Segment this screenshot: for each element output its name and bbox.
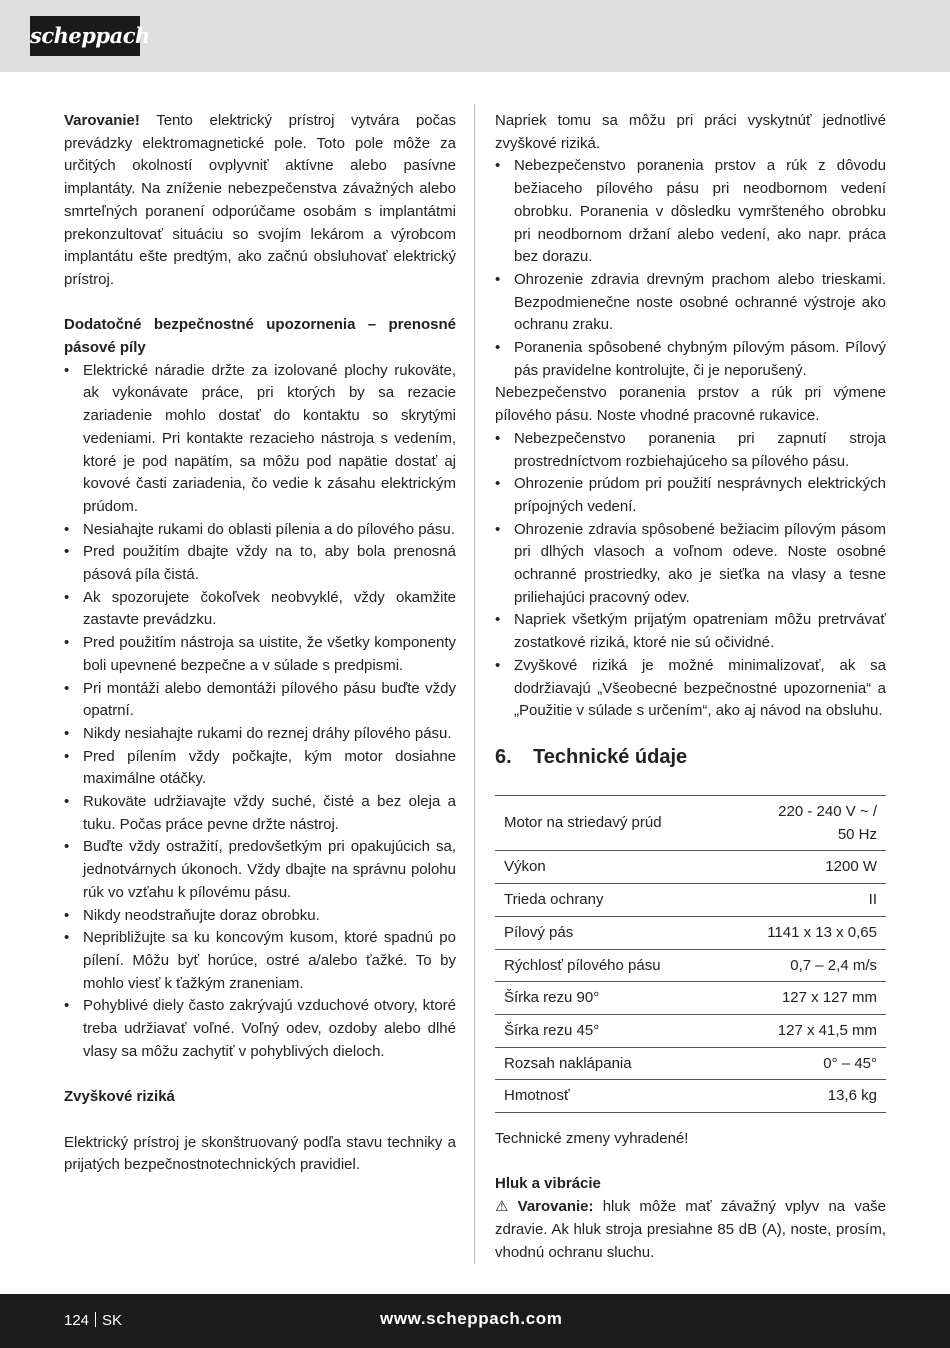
spec-label: Pílový pás <box>495 916 721 949</box>
warning-triangle-icon: ⚠ <box>495 1198 509 1216</box>
section-number: 6. <box>495 745 512 768</box>
header-bar <box>0 0 950 72</box>
spec-label: Rozsah naklápania <box>495 1047 721 1080</box>
left-column <box>64 110 456 1177</box>
table-row <box>495 795 886 850</box>
spec-value: 1141 x 13 x 0,65 <box>721 916 886 949</box>
right-column <box>495 110 886 1264</box>
table-row <box>495 982 886 1015</box>
spec-value: 127 x 41,5 mm <box>721 1014 886 1047</box>
list-item: • Nebezpečenstvo poranenia pri zapnutí stroja prostredníctvom rozbiehajúceho sa pílového pásu. <box>495 429 886 470</box>
list-item: • Ak spozorujete čokoľvek neobvyklé, vždy okamžite zastavte prevádzku. <box>64 588 456 629</box>
spec-value: 0,7 – 2,4 m/s <box>721 949 886 982</box>
table-row <box>495 884 886 917</box>
column-divider <box>474 104 475 1264</box>
table-row <box>495 949 886 982</box>
safety-bullet-list <box>64 360 456 1064</box>
table-row <box>495 851 886 884</box>
warning-text: Tento elektrický prístroj vytvára počas prevádzky elektromagnetické pole. Toto pole môže za určitých okolností ovplyvniť aktívne alebo pasívne implantáty. Na zníženie nebezpečenstva závažných alebo smrteľných poranení odporúčame osobám s implantátmi prekonzultovať situáciu so svojím lekárom a výrobcom implantátu ešte predtým, ako začnú obsluhovať elektrický prístroj. <box>64 112 456 288</box>
spec-value: 13,6 kg <box>721 1080 886 1113</box>
safety-heading: Dodatočné bezpečnostné upozornenia – prenosné pásové píly <box>64 316 456 357</box>
tech-specs-table <box>495 795 886 1113</box>
brand-logo: scheppach <box>30 16 140 56</box>
list-item: • Poranenia spôsobené chybným pílovým pásom. Pílový pás pravidelne kontrolujte, či je neporušený. <box>495 339 886 379</box>
blade-change-paragraph: Nebezpečenstvo poranenia prstov a rúk pri výmene pílového pásu. Noste vhodné pracovné rukavice. <box>495 384 886 425</box>
list-item: • Rukoväte udržiavajte vždy suché, čisté a bez oleja a tuku. Počas práce pevne držte nástroj. <box>64 793 456 833</box>
residual-risks-continuation: Napriek tomu sa môžu pri práci vyskytnúť jednotlivé zvyškové riziká. <box>495 112 886 152</box>
table-row <box>495 1014 886 1047</box>
spec-label: Motor na striedavý prúd <box>495 795 721 850</box>
section-title: Technické údaje <box>533 745 688 768</box>
spec-value: 220 - 240 V ~ / 50 Hz <box>721 795 886 850</box>
emf-warning-paragraph <box>64 110 456 292</box>
list-item: • Ohrozenie zdravia spôsobené bežiacim pílovým pásom pri dlhých vlasoch a voľnom odeve. Noste osobné ochranné prostriedky, ako je sieťka na vlasy a tesne priliehajúci pracovný odev. <box>495 520 886 606</box>
list-item: • Pred použitím nástroja sa uistite, že všetky komponenty boli upevnené bezpečne a v súlade s predpismi. <box>64 634 456 674</box>
section-heading <box>495 743 886 771</box>
list-item: • Nepribližujte sa ku koncovým kusom, ktoré spadnú po pílení. Môžu byť horúce, ostré a/alebo ťažké. To by mohlo viesť k ťažkým zraneniam. <box>64 929 456 992</box>
warning-label: Varovanie! <box>64 112 140 129</box>
noise-warning-label: Varovanie: <box>517 1198 594 1216</box>
list-item: • Ohrozenie zdravia drevným prachom alebo trieskami. Bezpodmienečne noste osobné ochranné výstroje ako ochranu zraku. <box>495 270 886 334</box>
spec-label: Výkon <box>495 851 721 884</box>
page-indicator <box>64 1311 122 1331</box>
spec-label: Šírka rezu 45° <box>495 1014 721 1047</box>
website-link[interactable]: www.scheppach.com <box>380 1309 563 1328</box>
list-item: • Buďte vždy ostražití, predovšetkým pri opakujúcich sa, jednotvárnych úkonoch. Vždy dbajte na správnu polohu rúk vo vzťahu k pílovému pásu. <box>64 838 456 901</box>
list-item: • Nikdy neodstraňujte doraz obrobku. <box>64 906 320 924</box>
noise-heading: Hluk a vibrácie <box>495 1175 601 1193</box>
footer-bar <box>0 1294 950 1348</box>
spec-value: 127 x 127 mm <box>721 982 886 1015</box>
language-code: SK <box>102 1312 123 1329</box>
spec-label: Trieda ochrany <box>495 884 721 917</box>
list-item: • Nikdy nesiahajte rukami do reznej dráhy pílového pásu. <box>64 724 452 742</box>
list-item: • Napriek všetkým prijatým opatreniam môžu pretrvávať zostatkové riziká, ktoré nie sú očividné. <box>495 611 886 652</box>
table-row <box>495 916 886 949</box>
spec-label: Hmotnosť <box>495 1080 721 1113</box>
list-item: • Pred pílením vždy počkajte, kým motor dosiahne maximálne otáčky. <box>64 747 456 788</box>
list-item: • Pri montáži alebo demontáži pílového pásu buďte vždy opatrní. <box>64 679 456 720</box>
spec-value: 1200 W <box>721 851 886 884</box>
risk-bullet-list-a <box>495 155 886 382</box>
list-item: • Pohyblivé diely často zakrývajú vzduchové otvory, ktoré treba udržiavať voľné. Voľný odev, ozdoby alebo dlhé vlasy sa môžu zachytiť v pohyblivých dieloch. <box>64 997 456 1060</box>
list-item: • Elektrické náradie držte za izolované plochy rukoväte, ak vykonávate práce, pri ktorých by sa rezacie zariadenie mohlo dostať do kontaktu so skrytými vedeniami. Pri kontakte rezacieho nástroja s vedením, ktoré je pod napätím, sa môžu pod napätie dostať aj kovové časti zariadenia, čo vedie k zásahu elektrickým prúdom. <box>64 361 456 515</box>
residual-risks-intro: Elektrický prístroj je skonštruovaný podľa stavu techniky a prijatých bezpečnostnotechnických pravidiel. <box>64 1133 456 1174</box>
list-item: • Nebezpečenstvo poranenia prstov a rúk z dôvodu bežiaceho pílového pásu pri neodbornom vedení obrobku. Poranenia v dôsledku vymršteného obrobku pri neodbornom držaní alebo vedení, ako napr. práca bez dorazu. <box>495 157 886 266</box>
spec-label: Šírka rezu 90° <box>495 982 721 1015</box>
spec-value: II <box>721 884 886 917</box>
list-item: • Nesiahajte rukami do oblasti pílenia a do pílového pásu. <box>64 520 455 538</box>
list-item: • Zvyškové riziká je možné minimalizovať, ak sa dodržiavajú „Všeobecné bezpečnostné upozornenia“ a „Použitie v súlade s určením“, ako aj návod na obsluhu. <box>495 656 886 720</box>
noise-warning-paragraph <box>495 1196 886 1264</box>
tech-changes-note: Technické zmeny vyhradené! <box>495 1130 689 1148</box>
list-item: • Ohrozenie prúdom pri použití nesprávnych elektrických prípojných vedení. <box>495 475 886 515</box>
spec-label: Rýchlosť pílového pásu <box>495 949 721 982</box>
residual-risks-heading: Zvyškové riziká <box>64 1088 175 1106</box>
list-item: • Pred použitím dbajte vždy na to, aby bola prenosná pásová píla čistá. <box>64 543 456 584</box>
table-row <box>495 1080 886 1113</box>
table-row <box>495 1047 886 1080</box>
noise-warning-text: hluk môže mať závažný vplyv na vaše zdravie. Ak hluk stroja presiahne 85 dB (A), noste, prosím, vhodnú ochranu sluchu. <box>495 1198 886 1261</box>
spec-value: 0° – 45° <box>721 1047 886 1080</box>
page-number: 124 <box>64 1312 90 1329</box>
risk-bullet-list-b <box>495 428 886 723</box>
